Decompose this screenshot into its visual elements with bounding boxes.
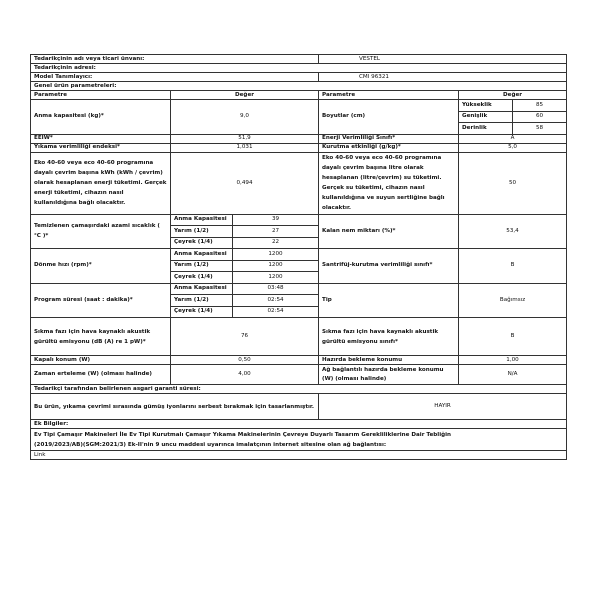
silver-ions-row [31, 394, 567, 420]
header-value-right: Değer [459, 91, 567, 100]
silver-ions-value: HAYIR [319, 394, 567, 420]
water-consumption-value: 50 [459, 152, 567, 214]
temp-sub-value: 39 [233, 214, 319, 226]
width-value: 60 [513, 111, 567, 123]
residual-moisture-value: 53,4 [459, 214, 567, 249]
warranty-row [31, 385, 567, 394]
depth-label: Derinlik [459, 123, 513, 135]
supplier-address-row [31, 64, 567, 73]
noise-row [31, 318, 567, 356]
networked-standby-value: N/A [459, 365, 567, 385]
temp-row-1 [31, 214, 567, 226]
energy-class-value: A [459, 134, 567, 143]
general-params-label: Genel ürün parametreleri: [31, 82, 567, 91]
energy-class-label: Enerji Verimliliği Sınıfı* [319, 134, 459, 143]
temp-sub-value: 22 [233, 237, 319, 249]
height-value: 85 [513, 100, 567, 112]
temp-sub-value: 27 [233, 226, 319, 238]
supplier-name-row [31, 55, 567, 64]
wash-index-row [31, 143, 567, 152]
spin-speed-label: Dönme hızı (rpm)* [31, 249, 171, 284]
model-label: Model Tanımlayıcı: [31, 73, 319, 82]
spin-sub-value: 1200 [233, 260, 319, 272]
extra-text-row [31, 429, 567, 451]
warranty-label: Tedarikçi tarafından belirlenen asgari garanti süresi: [31, 385, 567, 394]
header-param-left: Parametre [31, 91, 171, 100]
standby-label: Hazırda bekleme konumu [319, 356, 459, 365]
dimensions-label: Boyutlar (cm) [319, 100, 459, 135]
header-value-left: Değer [171, 91, 319, 100]
program-duration-label: Program süresi (saat : dakika)* [31, 283, 171, 318]
standby-value: 1,00 [459, 356, 567, 365]
rinse-label: Kurutma etkinliği (g/kg)* [319, 143, 459, 152]
capacity-row [31, 100, 567, 112]
extra-info-label: Ek Bilgiler: [31, 420, 567, 429]
wash-index-label: Yıkama verimliliği endeksi* [31, 143, 171, 152]
duration-sub-label: Yarım (1/2) [171, 295, 233, 307]
eeiw-row [31, 134, 567, 143]
link[interactable]: Link [31, 451, 567, 460]
header-param-right: Parametre [319, 91, 459, 100]
spin-sub-label: Anma Kapasitesi [171, 249, 233, 261]
off-mode-value: 0,50 [171, 356, 319, 365]
eeiw-value: 51,9 [171, 134, 319, 143]
max-temp-label: Temizlenen çamaşırdaki azami sıcaklık ( °C )* [31, 214, 171, 249]
extra-text-cell [31, 429, 567, 451]
spin-row-1 [31, 249, 567, 261]
spin-sub-label: Yarım (1/2) [171, 260, 233, 272]
duration-row-1 [31, 283, 567, 295]
spin-sub-label: Çeyrek (1/4) [171, 272, 233, 284]
off-mode-row [31, 356, 567, 365]
rinse-value: 5,0 [459, 143, 567, 152]
delay-row [31, 365, 567, 385]
duration-sub-label: Anma Kapasitesi [171, 283, 233, 295]
consumption-row [31, 152, 567, 214]
header-row [31, 91, 567, 100]
duration-sub-value: 03:48 [233, 283, 319, 295]
spin-class-value: B [459, 249, 567, 284]
delay-start-value: 4,00 [171, 365, 319, 385]
supplier-name-value: VESTEL [319, 55, 567, 64]
noise-class-value: B [459, 318, 567, 356]
silver-ions-label: Bu ürün, yıkama çevrimi sırasında gümüş iyonlarını serbest bırakmak için tasarlanmıştır. [31, 394, 319, 420]
height-label: Yükseklik [459, 100, 513, 112]
temp-sub-label: Anma Kapasitesi [171, 214, 233, 226]
wash-index-value: 1,031 [171, 143, 319, 152]
duration-sub-value: 02:54 [233, 295, 319, 307]
link-row [31, 451, 567, 460]
model-row [31, 73, 567, 82]
off-mode-label: Kapalı konum (W) [31, 356, 171, 365]
residual-moisture-label: Kalan nem miktarı (%)* [319, 214, 459, 249]
capacity-label: Anma kapasitesi (kg)* [31, 100, 171, 135]
energy-consumption-value: 0,494 [171, 152, 319, 214]
noise-wash-label: Sıkma fazı için hava kaynaklı akustik gürültü emisyonu (dB (A) re 1 pW)* [31, 318, 171, 356]
extra-info-row [31, 420, 567, 429]
type-value: Bağımsız [459, 283, 567, 318]
networked-standby-label: Ağ bağlantılı hazırda bekleme konumu (W) (olması halinde) [319, 365, 459, 385]
delay-start-label: Zaman erteleme (W) (olması halinde) [31, 365, 171, 385]
supplier-name-label: Tedarikçinin adı veya ticari ünvanı: [31, 55, 319, 64]
product-info-table [30, 54, 567, 460]
type-label: Tip [319, 283, 459, 318]
product-info-sheet [30, 54, 566, 460]
spin-class-label: Santrifüj-kurutma verimliliği sınıfı* [319, 249, 459, 284]
general-params-row [31, 82, 567, 91]
duration-sub-value: 02:54 [233, 306, 319, 318]
energy-consumption-label: Eko 40-60 veya eco 40-60 programına dayalı çevrim başına kWh (kWh / çevrim) olarak hesaplanan enerji tüketimi. Gerçek enerji tüketimi, cihazın nasıl kullanıldığına bağlı olacaktır. [31, 152, 171, 214]
width-label: Genişlik [459, 111, 513, 123]
water-consumption-label: Eko 40-60 veya eco 40-60 programına dayalı çevrim başına litre olarak hesaplanan (litre/çevrim) su tüketimi. Gerçek su tüketimi, cihazın nasıl kullanıldığına ve suyun sertliğine bağlı olacaktır. [319, 152, 459, 214]
noise-class-label: Sıkma fazı için hava kaynaklı akustik gürültü emisyonu sınıfı* [319, 318, 459, 356]
temp-sub-label: Çeyrek (1/4) [171, 237, 233, 249]
duration-sub-label: Çeyrek (1/4) [171, 306, 233, 318]
noise-wash-value: 76 [171, 318, 319, 356]
model-value: CMI 96321 [319, 73, 567, 82]
spin-sub-value: 1200 [233, 249, 319, 261]
extra-text-line-2: (2019/2023/AB)(SGM:2021/3) Ek-II'nin 9 uncu maddesi uyarınca imalatçının internet sitesine olan ağ bağlantısı: [34, 441, 387, 448]
depth-value: 58 [513, 123, 567, 135]
temp-sub-label: Yarım (1/2) [171, 226, 233, 238]
capacity-value: 9,0 [171, 100, 319, 135]
supplier-address-label: Tedarikçinin adresi: [31, 64, 567, 73]
extra-text-line-1: Ev Tipi Çamaşır Makineleri İle Ev Tipi Kurutmalı Çamaşır Yıkama Makinelerinin Çevreye Duyarlı Tasarım Gerekliliklerine Dair Tebliğin [34, 431, 452, 438]
eeiw-label: EEIW* [31, 134, 171, 143]
spin-sub-value: 1200 [233, 272, 319, 284]
